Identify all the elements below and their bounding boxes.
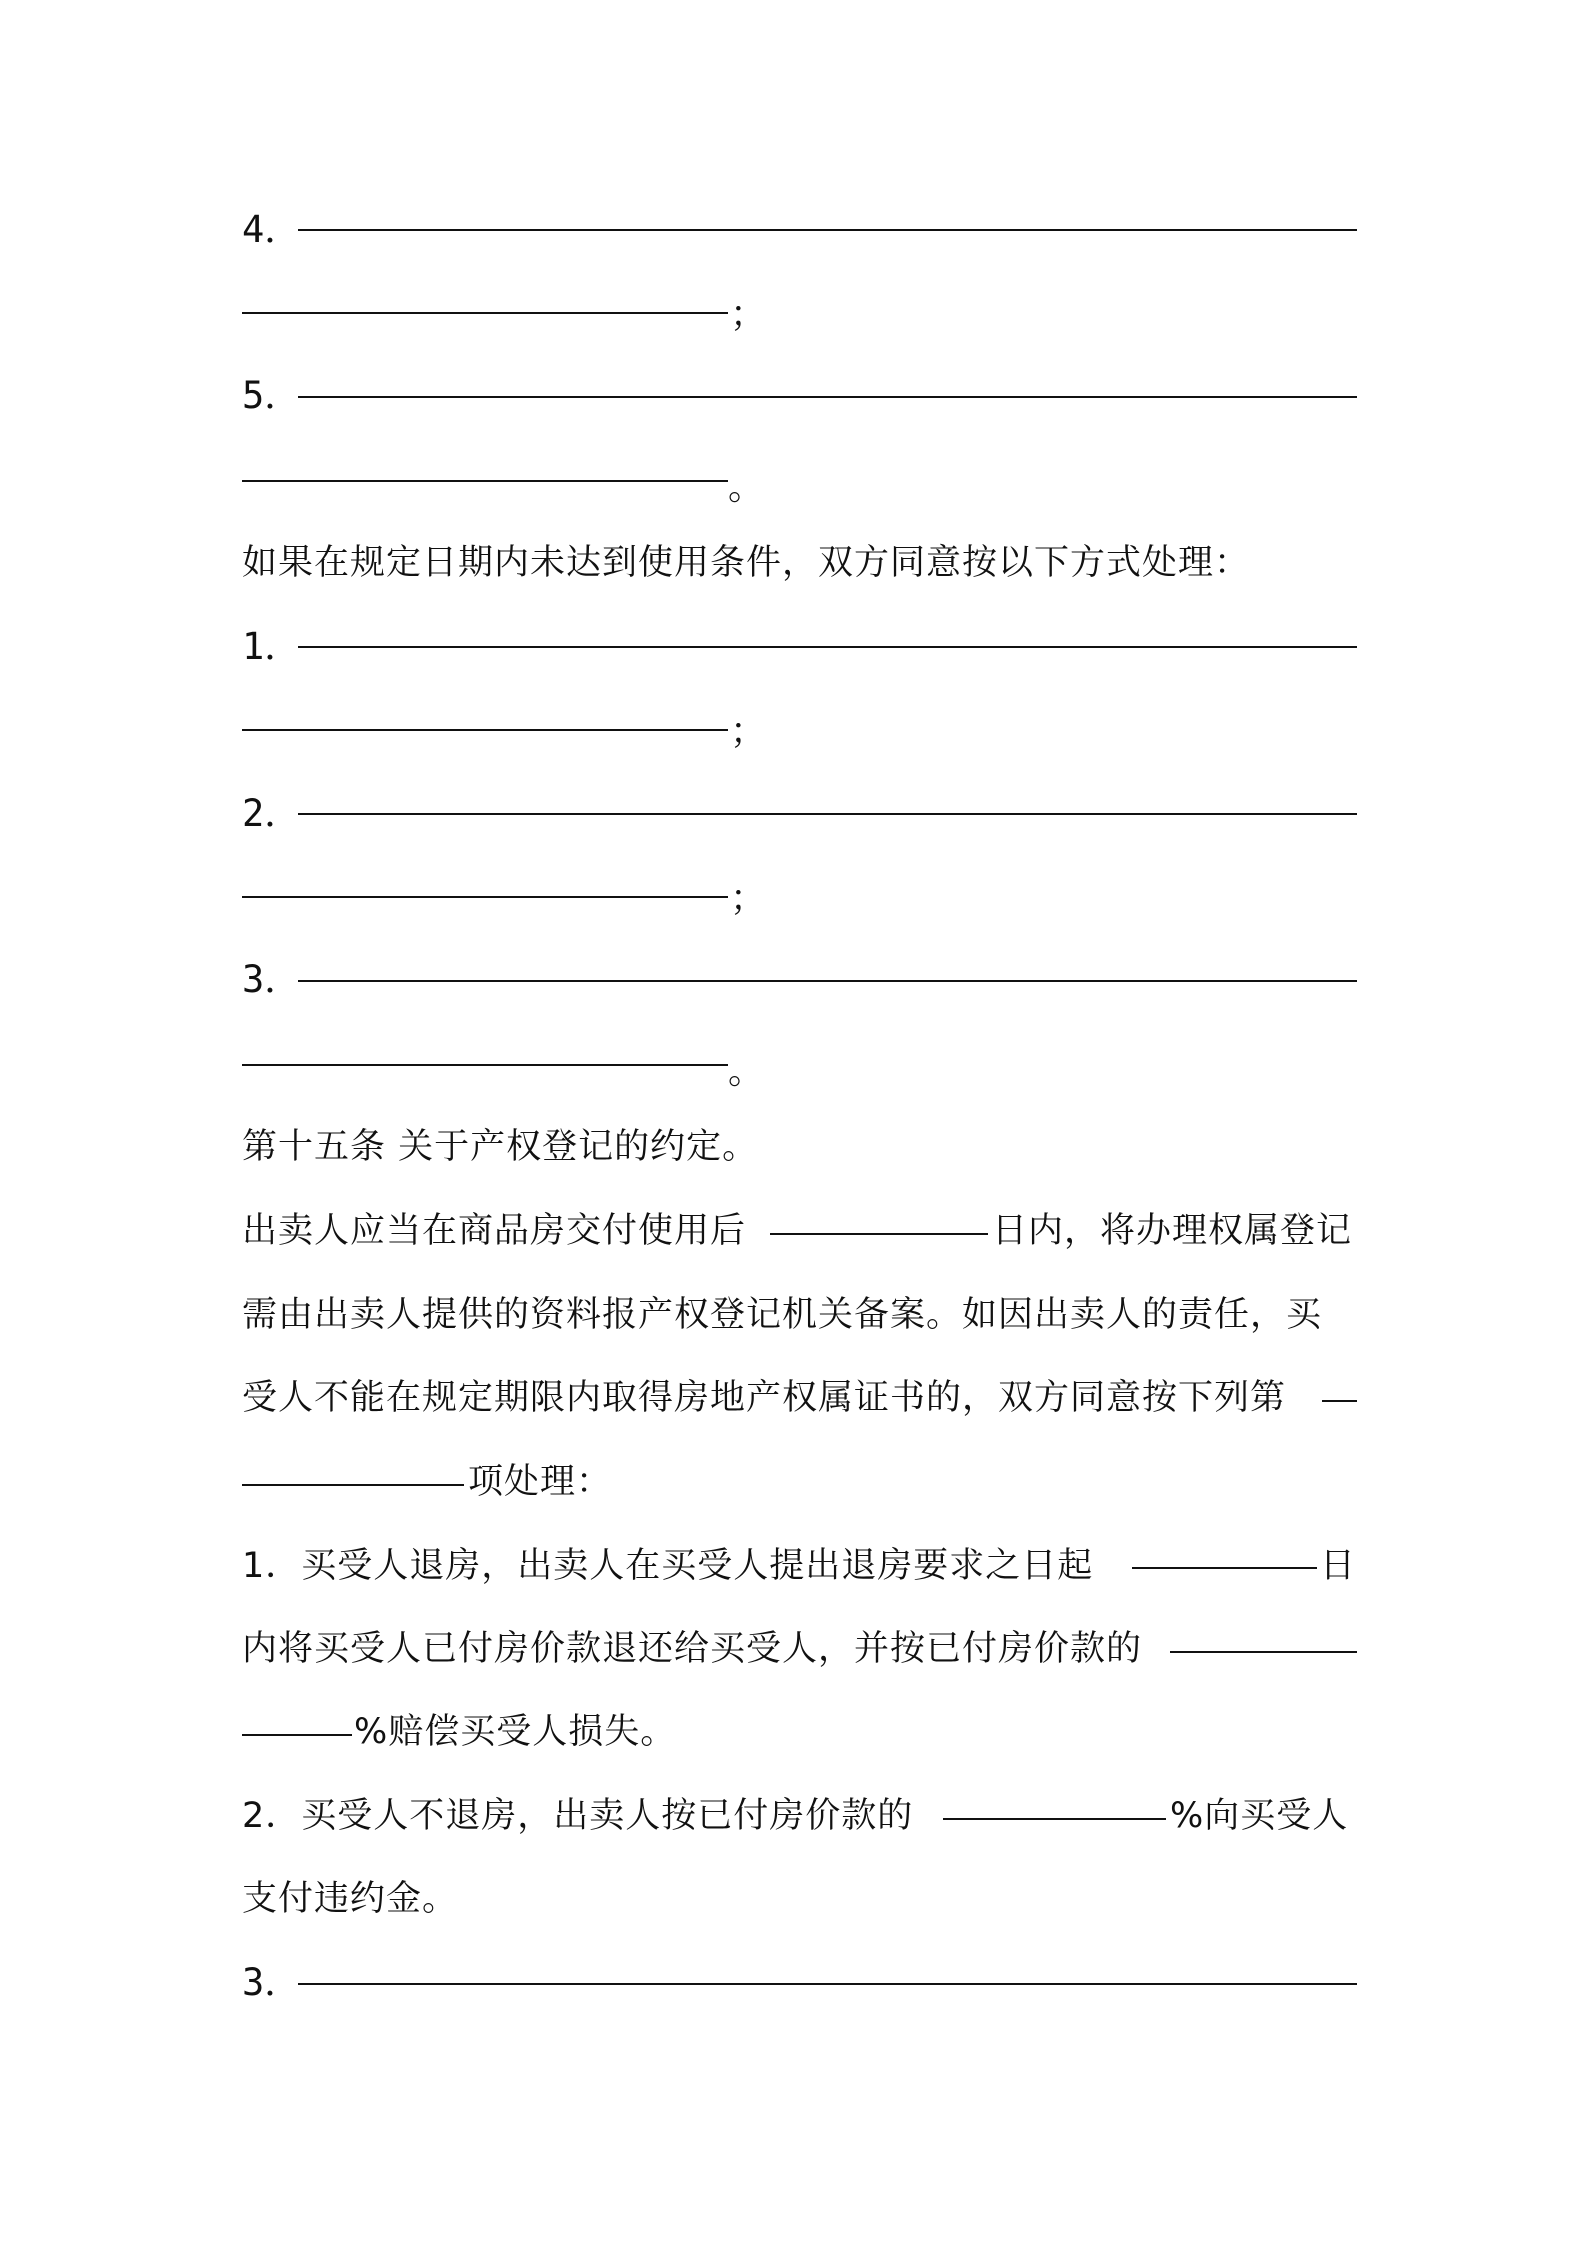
cond-3-end-punct: 。 [728,1051,765,1092]
cond-3-blank-line-cont [242,1064,728,1066]
option-2-part1: 2．买受人不退房，出卖人按已付房价款的 [242,1796,914,1836]
cond-3-number: 3． [242,958,302,1001]
p1-part2: 日内，将办理权属登记 [992,1211,1353,1251]
option-3-blank-line [298,1983,1357,1985]
p2-text: 需由出卖人提供的资料报产权登记机关备案。如因出卖人的责任，买 [242,1295,1323,1335]
p3-blank-item [1322,1400,1357,1402]
option-1c-text: %赔偿买受人损失。 [354,1712,677,1752]
item-4-number: 4． [242,208,302,251]
item-4-blank-line-cont [242,312,728,314]
option-2b-text: 支付违约金。 [242,1879,459,1919]
p4-text: 项处理： [468,1462,613,1502]
option-1b-blank-percent [1170,1651,1357,1653]
item-5-end-punct: 。 [728,467,765,508]
cond-2-number: 2． [242,792,302,835]
option-2-part2: %向买受人 [1170,1796,1349,1836]
p1-blank-days [770,1233,988,1235]
item-4-blank-line [298,229,1357,231]
item-5-number: 5． [242,374,302,417]
p3-text: 受人不能在规定期限内取得房地产权属证书的，双方同意按下列第 [242,1378,1287,1418]
option-1-part2: 日 [1320,1546,1357,1586]
option-1-blank-days [1132,1567,1317,1569]
conditions-intro: 如果在规定日期内未达到使用条件，双方同意按以下方式处理： [242,543,1251,583]
item-4-end-punct: ； [730,294,767,335]
option-3-number: 3． [242,1961,302,2004]
option-2-blank-percent [943,1818,1166,1820]
item-5-blank-line [298,396,1357,398]
cond-1-blank-line-cont [242,729,728,731]
item-5-blank-line-cont [242,480,728,482]
p1-part1: 出卖人应当在商品房交付使用后 [242,1211,747,1251]
cond-2-blank-line-cont [242,896,728,898]
cond-3-blank-line [298,980,1357,982]
cond-1-end-punct: ； [730,711,767,752]
option-1b-text: 内将买受人已付房价款退还给买受人，并按已付房价款的 [242,1629,1143,1669]
cond-1-blank-line [298,646,1357,648]
p4-blank-item-cont [242,1484,464,1486]
cond-2-blank-line [298,813,1357,815]
option-1c-blank-percent-cont [242,1734,352,1736]
option-1-part1: 1．买受人退房，出卖人在买受人提出退房要求之日起 [242,1546,1094,1586]
cond-2-end-punct: ； [730,878,767,919]
article-15-title: 第十五条 关于产权登记的约定。 [242,1127,759,1167]
cond-1-number: 1． [242,625,302,668]
